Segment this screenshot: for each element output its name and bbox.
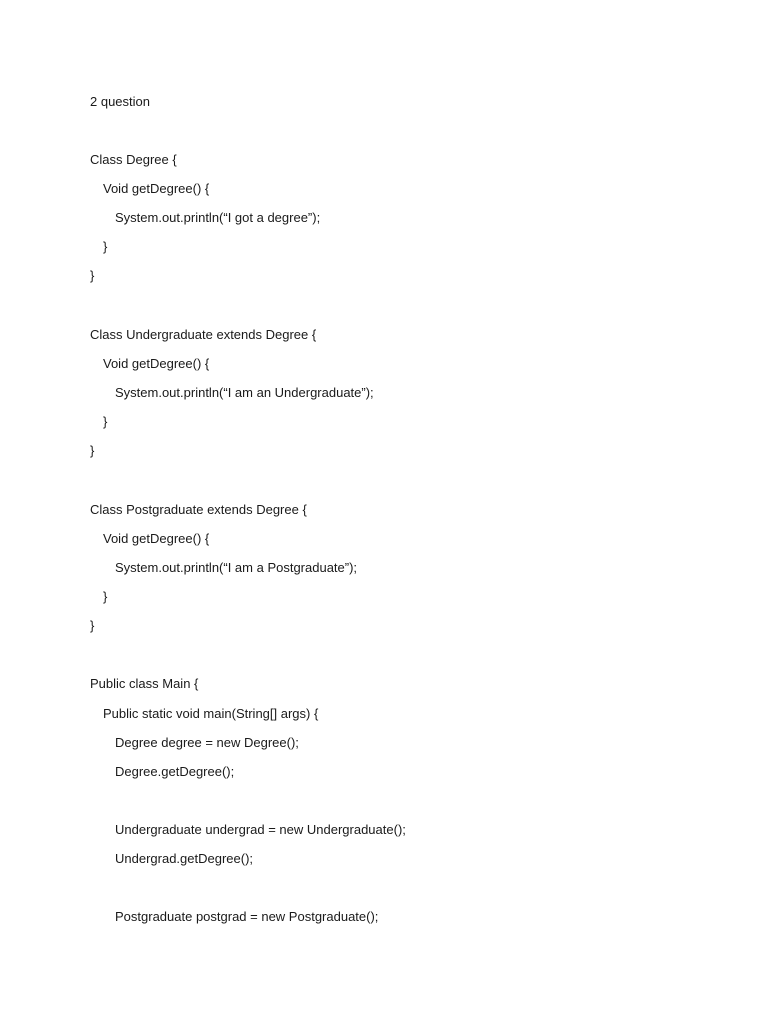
code-line: } <box>90 443 95 458</box>
code-line: Public class Main { <box>90 676 199 691</box>
code-line: } <box>103 414 108 429</box>
code-line: } <box>90 618 95 633</box>
code-line: Void getDegree() { <box>103 356 210 371</box>
document-heading: 2 question <box>90 94 150 109</box>
code-line: Undergraduate undergrad = new Undergraduate(); <box>115 822 406 837</box>
code-line: Void getDegree() { <box>103 531 210 546</box>
code-line: System.out.println(“I am a Postgraduate”); <box>115 560 358 575</box>
code-line: Class Postgraduate extends Degree { <box>90 502 307 517</box>
code-line: Class Degree { <box>90 152 177 167</box>
code-line: Class Undergraduate extends Degree { <box>90 327 317 342</box>
code-line: } <box>103 239 108 254</box>
code-line: Public static void main(String[] args) { <box>103 706 319 721</box>
code-line: Degree.getDegree(); <box>115 764 235 779</box>
code-line: } <box>90 268 95 283</box>
code-line: Undergrad.getDegree(); <box>115 851 254 866</box>
code-line: System.out.println(“I got a degree”); <box>115 210 321 225</box>
code-line: Degree degree = new Degree(); <box>115 735 299 750</box>
code-line: Void getDegree() { <box>103 181 210 196</box>
code-line: } <box>103 589 108 604</box>
code-line: Postgraduate postgrad = new Postgraduate(); <box>115 909 379 924</box>
code-line: System.out.println(“I am an Undergraduate”); <box>115 385 374 400</box>
